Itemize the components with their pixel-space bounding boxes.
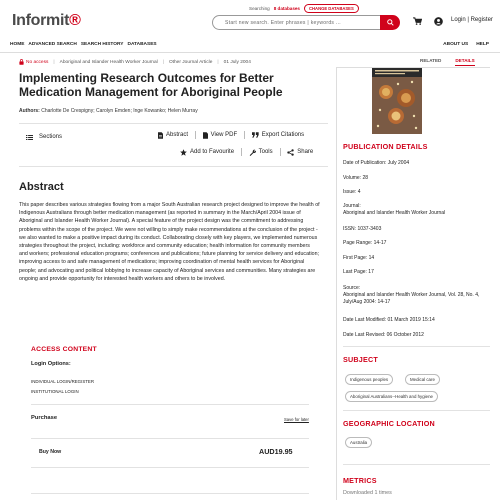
sections-label: Sections — [39, 134, 63, 140]
tab-related[interactable]: RELATED — [420, 58, 442, 63]
action-separator — [241, 148, 242, 156]
article-actions-row-1 — [158, 131, 304, 139]
detail-value: 01 March 2019 15:14 — [387, 317, 435, 323]
detail-last-revised — [343, 332, 493, 339]
document-icon — [158, 132, 163, 139]
authors-label: Authors: — [19, 108, 40, 114]
nav-about-us[interactable]: ABOUT US — [443, 42, 469, 47]
login-register-link[interactable]: Login | Register — [451, 17, 493, 23]
breadcrumb-journal[interactable]: Aboriginal and Islander Health Worker Journal — [59, 59, 158, 65]
detail-journal — [343, 203, 493, 217]
detail-label: Date Last Modified: — [343, 317, 387, 323]
price-value: AUD19.95 — [259, 447, 293, 456]
cart-icon[interactable] — [413, 17, 422, 25]
view-pdf-button[interactable] — [203, 132, 238, 139]
journal-cover-image — [372, 68, 422, 134]
nav-databases[interactable]: DATABASES — [127, 42, 157, 47]
abstract-heading: Abstract — [19, 181, 64, 193]
detail-volume — [343, 175, 493, 182]
detail-value[interactable]: Aboriginal and Islander Health Worker Journal — [343, 210, 446, 216]
searching-label: Searching — [249, 6, 270, 11]
detail-label: First Page: — [343, 255, 368, 261]
action-separator — [244, 131, 245, 139]
abstract-text: This paper describes various strategies flowing from a major South Australian research project designed to improve the health of Indigenous Australians through better medication management (as reported in summary in the March/April 2004 issue of Aboriginal and Islander Health Worker Journal). A special feature of the project design was the commitment to addressing problems within the scope of the project. We were not willing to simply make recommendations at the conclusion of the project - we also wanted to make a positive impact during its conduct. Collaborating closely with key players, we implemented numerous strategies throughout the project, including: workforce and community education; health information for community members and workers; professional education programs; conferences and publications; future planning for service delivery and education; improving access to and safe management of medications; improving coordination of mental health services for Aboriginal people; and advocating and political lobbying to increase capacity of Aboriginal services and communities. Many strategies are ongoing and provide opportunity for interested health workers and others to be involved. — [19, 202, 320, 282]
detail-label: Date Last Revised: — [343, 332, 386, 338]
view-pdf-label: View PDF — [210, 132, 238, 138]
metrics-heading: METRICS — [343, 476, 377, 485]
export-citations-label: Export Citations — [261, 132, 305, 138]
nav-divider — [0, 52, 500, 53]
subject-tag[interactable]: Medical care — [405, 374, 440, 385]
quote-icon — [252, 132, 259, 138]
detail-source — [343, 285, 493, 306]
detail-value: 14-17 — [373, 240, 387, 246]
buy-now-button[interactable]: Buy Now — [39, 449, 62, 455]
share-button[interactable] — [287, 149, 313, 156]
star-icon — [180, 149, 187, 156]
divider — [19, 123, 328, 124]
nav-search-history[interactable]: SEARCH HISTORY — [80, 42, 124, 47]
divider — [343, 410, 490, 411]
detail-label: ISSN: — [343, 226, 357, 232]
wrench-icon — [249, 149, 256, 156]
list-icon — [26, 135, 33, 140]
individual-login-link[interactable]: INDIVIDUAL LOGIN/REGISTER — [31, 379, 95, 384]
detail-label: Volume: — [343, 175, 362, 181]
publication-details-heading: PUBLICATION DETAILS — [343, 142, 428, 151]
geographic-location-heading: GEOGRAPHIC LOCATION — [343, 419, 435, 428]
detail-issue — [343, 189, 493, 196]
authors-list[interactable]: Charlotte De Crespigny; Carolyn Emden; Inge Kowanko; Helen Murray — [41, 108, 198, 114]
detail-value: 06 October 2012 — [386, 332, 424, 338]
panel-border — [336, 68, 337, 500]
divider — [31, 493, 309, 494]
breadcrumb-type: Other Journal Article — [168, 59, 213, 65]
breadcrumb-date: 01 July 2004 — [223, 59, 251, 65]
save-for-later-link[interactable]: Save for later — [284, 417, 309, 422]
detail-date — [343, 160, 493, 167]
detail-label: Page Range: — [343, 240, 373, 246]
export-citations-button[interactable] — [252, 132, 304, 138]
divider — [343, 346, 490, 347]
detail-label: Last Page: — [343, 269, 367, 275]
nav-help[interactable]: HELP — [476, 42, 489, 47]
location-tag[interactable]: Australia — [345, 437, 372, 448]
search-icon — [387, 19, 394, 26]
tools-button[interactable] — [249, 149, 273, 156]
top-nav — [0, 41, 500, 51]
pdf-icon — [203, 132, 208, 139]
nav-advanced-search[interactable]: ADVANCED SEARCH — [28, 42, 77, 47]
detail-value: 28 — [362, 175, 369, 181]
breadcrumb-separator: | — [162, 59, 164, 65]
purchase-label: Purchase — [31, 415, 58, 421]
detail-label: Date of Publication: — [343, 160, 387, 166]
abstract-button[interactable] — [158, 132, 188, 139]
article-authors — [19, 108, 198, 114]
logo-accent: ® — [69, 12, 81, 29]
nav-home[interactable]: HOME — [10, 42, 25, 47]
subject-tag[interactable]: Indigenous peoples — [345, 374, 393, 385]
article-actions-row-2 — [180, 148, 313, 156]
divider — [19, 166, 328, 167]
breadcrumb-separator: | — [217, 59, 219, 65]
informit-logo[interactable]: Informit® — [12, 12, 81, 29]
download-count: Downloaded 1 times — [343, 490, 392, 496]
search-input[interactable]: Start new search. Enter phrases | keywords ... — [212, 15, 380, 30]
access-status — [19, 59, 48, 65]
add-favourite-label: Add to Favourite — [190, 149, 235, 155]
action-separator — [280, 148, 281, 156]
detail-last-page — [343, 269, 493, 276]
action-separator — [195, 131, 196, 139]
lock-icon — [19, 59, 24, 65]
access-content-heading: ACCESS CONTENT — [31, 346, 97, 353]
subject-heading: SUBJECT — [343, 355, 378, 364]
change-databases-button[interactable]: CHANGE DATABASES — [304, 4, 359, 13]
side-tabs — [420, 58, 475, 66]
abstract-label: Abstract — [166, 132, 189, 138]
tools-label: Tools — [258, 149, 273, 155]
no-access-label: No access — [26, 59, 49, 65]
detail-value: July 2004 — [387, 160, 410, 166]
detail-label: Issue: — [343, 189, 357, 195]
user-icon[interactable] — [434, 17, 443, 26]
detail-value: Aboriginal and Islander Health Worker Journal, Vol. 28, No. 4, July/Aug 2004: 14-17 — [343, 292, 480, 305]
tab-details[interactable]: DETAILS — [455, 58, 474, 66]
login-options-label: Login Options: — [31, 361, 71, 367]
detail-last-modified — [343, 317, 493, 324]
share-label: Share — [297, 149, 314, 155]
detail-issn — [343, 226, 493, 233]
detail-value: 14 — [368, 255, 375, 261]
detail-value: 4 — [357, 189, 361, 195]
divider — [31, 404, 309, 405]
detail-first-page — [343, 255, 493, 262]
article-title: Implementing Research Outcomes for Better Medication Management for Aboriginal People — [19, 71, 283, 99]
subject-tag[interactable]: Aboriginal Australians--Health and hygiene — [345, 391, 438, 402]
search-button[interactable] — [380, 15, 400, 30]
detail-value: 1037-3403 — [357, 226, 382, 232]
detail-page-range — [343, 240, 493, 247]
detail-label: Source: — [343, 285, 361, 291]
detail-label: Journal: — [343, 203, 361, 209]
share-icon — [287, 149, 294, 156]
database-count[interactable]: 8 databases — [273, 6, 300, 11]
breadcrumb — [19, 59, 251, 65]
add-favourite-button[interactable] — [180, 149, 234, 156]
institutional-login-link[interactable]: INSTITUTIONAL LOGIN — [31, 389, 79, 394]
search-meta — [249, 4, 359, 13]
detail-value: 17 — [368, 269, 374, 275]
site-header — [0, 0, 500, 38]
sections-button[interactable] — [26, 134, 62, 140]
breadcrumb-separator: | — [53, 59, 55, 65]
divider — [343, 464, 490, 465]
